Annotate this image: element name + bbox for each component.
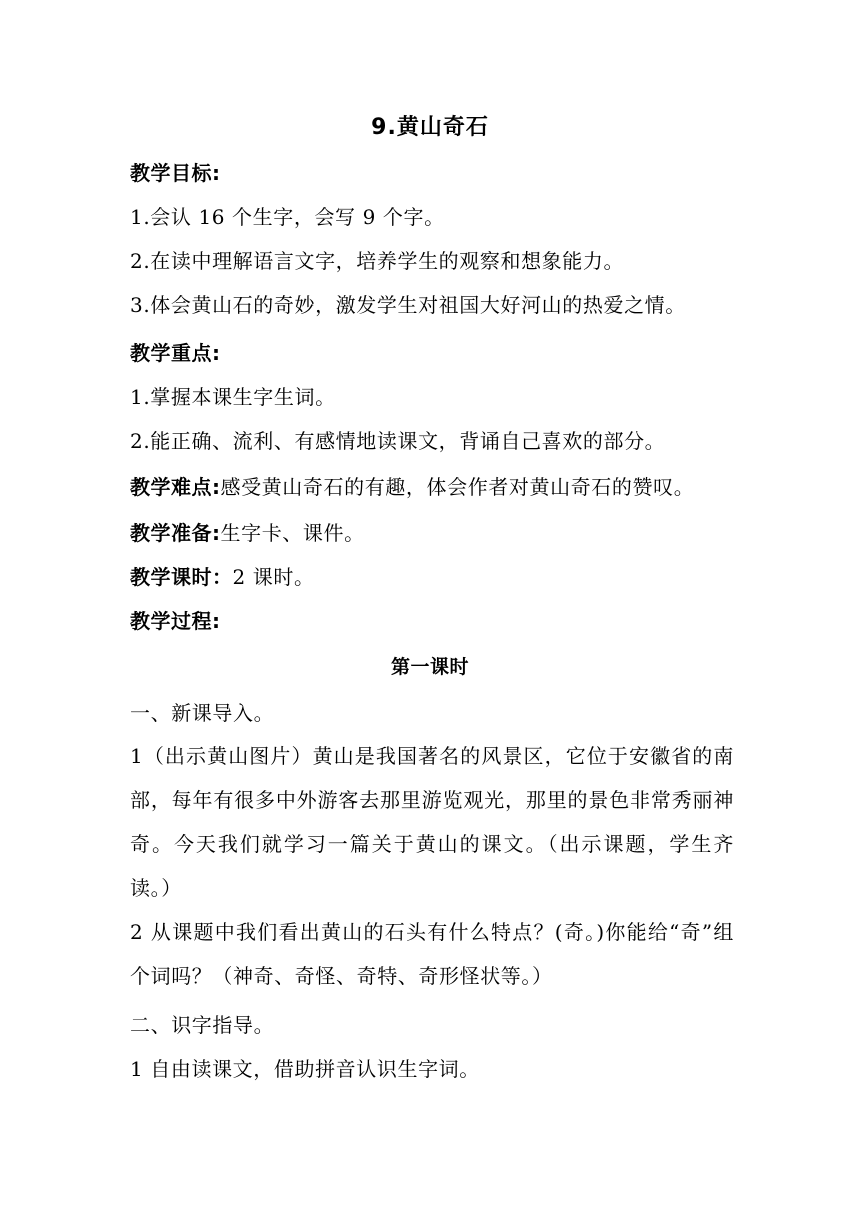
difficulty-text: 感受黄山奇石的有趣，体会作者对黄山奇石的赞叹。 bbox=[220, 475, 695, 499]
preparation-text: 生字卡、课件。 bbox=[220, 521, 365, 545]
section-1-heading: 一、新课导入。 bbox=[130, 701, 275, 725]
lesson-title: 第一课时 bbox=[390, 656, 469, 678]
section-2-heading: 二、识字指导。 bbox=[130, 1013, 275, 1037]
class-hours-text: 2 课时。 bbox=[232, 565, 315, 589]
paragraph-feature: 2 从课题中我们看出黄山的石头有什么特点？(奇。)你能给“奇”组个词吗？（神奇、奇怪、奇特、奇形怪状等。） bbox=[130, 920, 734, 988]
class-hours-row bbox=[130, 562, 740, 592]
literacy-item-1: 1 自由读课文，借助拼音认识生字词。 bbox=[130, 1057, 480, 1081]
difficulty-row bbox=[130, 472, 740, 502]
objectives-heading: 教学目标: bbox=[130, 161, 221, 185]
document-title: 9.黄山奇石 bbox=[371, 115, 489, 140]
process-heading: 教学过程: bbox=[130, 609, 221, 633]
preparation-row bbox=[130, 518, 740, 548]
objective-item-3: 3.体会黄山石的奇妙，激发学生对祖国大好河山的热爱之情。 bbox=[130, 293, 686, 317]
objective-item-1: 1.会认 16 个生字，会写 9 个字。 bbox=[130, 205, 445, 229]
key-points-heading: 教学重点: bbox=[130, 341, 221, 365]
objective-item-2: 2.在读中理解语言文字，培养学生的观察和想象能力。 bbox=[130, 249, 625, 273]
key-point-item-2: 2.能正确、流利、有感情地读课文，背诵自己喜欢的部分。 bbox=[130, 429, 666, 453]
key-point-item-1: 1.掌握本课生字生词。 bbox=[130, 385, 336, 409]
preparation-label: 教学准备: bbox=[130, 521, 221, 545]
paragraph-intro: 1（出示黄山图片）黄山是我国著名的风景区，它位于安徽省的南部，每年有很多中外游客去那里游览观光，那里的景色非常秀丽神奇。今天我们就学习一篇关于黄山的课文。（出示课题，学生齐读。） bbox=[130, 744, 734, 900]
difficulty-label: 教学难点: bbox=[130, 475, 221, 499]
class-hours-label: 教学课时： bbox=[130, 565, 233, 589]
